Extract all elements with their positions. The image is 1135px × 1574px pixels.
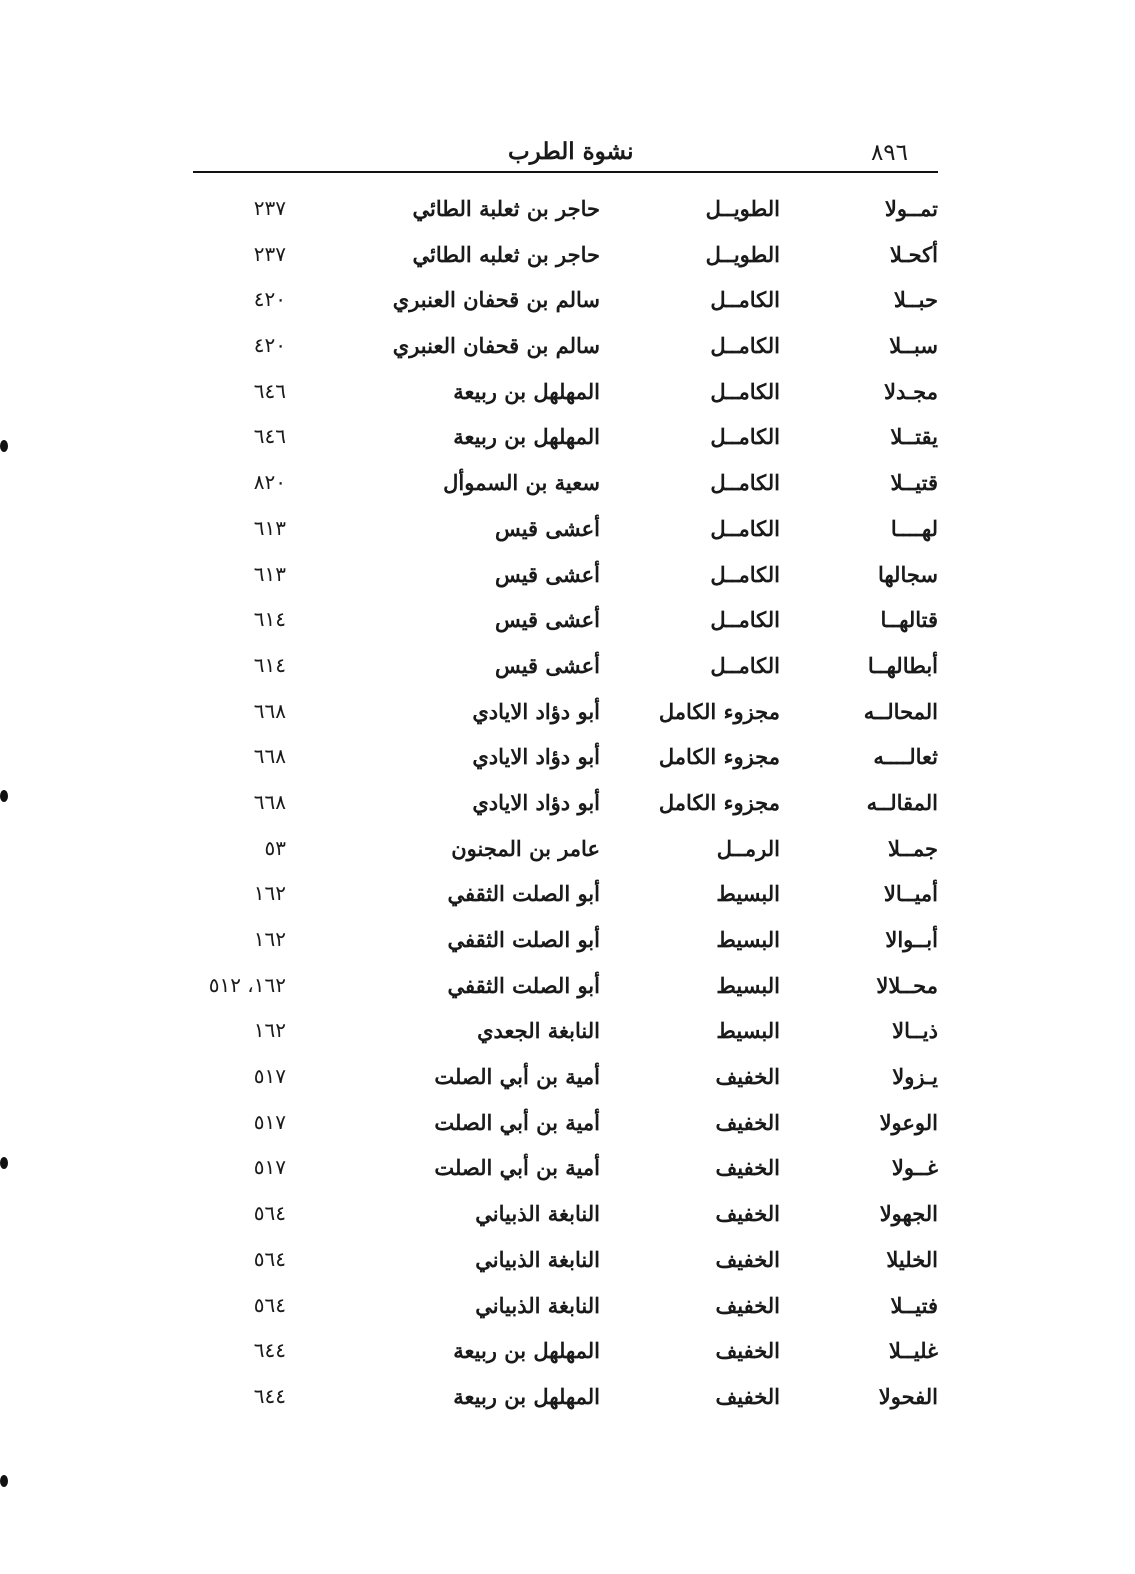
page-ref-cell: ٥١٧ xyxy=(253,1155,286,1180)
page-ref-cell: ١٦٢، ٥١٢ xyxy=(208,972,286,997)
meter-cell: مجزوء الكامل xyxy=(658,698,780,724)
table-row xyxy=(193,325,938,371)
page-ref-cell: ٥٦٤ xyxy=(253,1201,286,1226)
table-row xyxy=(193,1330,938,1376)
table-row xyxy=(193,1239,938,1285)
meter-cell: الخفيف xyxy=(715,1292,780,1318)
meter-cell: البسيط xyxy=(716,927,780,952)
rhyme-cell: سبــلا xyxy=(889,333,938,359)
rhyme-cell: يقتــلا xyxy=(890,424,938,450)
poet-cell: أبو الصلت الثقفي xyxy=(447,972,600,998)
poet-cell: سعية بن السموأل xyxy=(443,470,600,496)
poet-cell: المهلهل بن ربيعة xyxy=(453,1383,600,1409)
meter-cell: مجزوء الكامل xyxy=(658,789,780,815)
rhyme-cell: حبــلا xyxy=(893,287,938,313)
page-ref-cell: ٦٤٤ xyxy=(253,1338,286,1363)
table-row xyxy=(193,279,938,325)
page-ref-cell: ٦١٣ xyxy=(253,561,286,586)
poet-cell: النابغة الذبياني xyxy=(475,1292,600,1318)
page-ref-cell: ٦٦٨ xyxy=(253,744,286,769)
meter-cell: الخفيف xyxy=(715,1155,780,1181)
poet-cell: أمية بن أبي الصلت xyxy=(434,1064,600,1090)
table-row xyxy=(193,416,938,462)
table-row xyxy=(193,188,938,234)
poet-cell: أعشى قيس xyxy=(494,515,600,541)
table-row xyxy=(193,1193,938,1239)
rhyme-cell: غــولا xyxy=(891,1155,938,1181)
page-ref-cell: ٢٣٧ xyxy=(253,196,286,220)
page-ref-cell: ٦٦٨ xyxy=(253,698,286,723)
meter-cell: الرمــل xyxy=(716,835,780,861)
page-ref-cell: ١٦٢ xyxy=(253,1018,286,1043)
poet-cell: المهلهل بن ربيعة xyxy=(453,1338,600,1364)
table-row xyxy=(193,1147,938,1193)
meter-cell: الكامــل xyxy=(710,470,780,496)
rhyme-cell: المقالــه xyxy=(866,789,938,815)
rhyme-cell: سجالها xyxy=(877,561,938,587)
rhyme-cell: يـزولا xyxy=(892,1064,938,1090)
rhyme-cell: الجهولا xyxy=(879,1201,938,1227)
rhyme-cell: قتالهــا xyxy=(880,607,938,633)
table-row xyxy=(193,828,938,874)
meter-cell: الكامــل xyxy=(710,333,780,359)
meter-cell: الخفيف xyxy=(715,1201,780,1227)
table-row xyxy=(193,873,938,919)
page-ref-cell: ٥٦٤ xyxy=(253,1292,286,1317)
table-row xyxy=(193,1056,938,1102)
table-row xyxy=(193,234,938,280)
rhyme-cell: فتيــلا xyxy=(890,1292,938,1318)
meter-cell: الكامــل xyxy=(710,515,780,541)
page-ref-cell: ٦١٤ xyxy=(253,607,286,632)
table-row xyxy=(193,1102,938,1148)
rhyme-cell: ذيــالا xyxy=(892,1018,938,1044)
page-ref-cell: ٤٢٠ xyxy=(253,333,286,358)
page-ref-cell: ٦٤٦ xyxy=(253,378,286,403)
scan-speck xyxy=(0,1157,8,1169)
poet-cell: حاجر بن ثعلبة الطائي xyxy=(412,196,600,221)
poet-cell: أبو الصلت الثقفي xyxy=(447,881,600,907)
poet-cell: النابغة الجعدي xyxy=(477,1018,600,1044)
poet-cell: أمية بن أبي الصلت xyxy=(434,1109,600,1135)
rhyme-cell: الوعولا xyxy=(879,1109,938,1135)
meter-cell: الخفيف xyxy=(715,1383,780,1409)
poet-cell: أبو دؤاد الايادي xyxy=(472,744,600,770)
page-ref-cell: ١٦٢ xyxy=(253,927,286,951)
rhyme-cell: أبــوالا xyxy=(885,927,938,952)
table-row xyxy=(193,1376,938,1422)
meter-cell: الكامــل xyxy=(710,652,780,678)
meter-cell: الكامــل xyxy=(710,378,780,404)
page-ref-cell: ٦٤٦ xyxy=(253,424,286,449)
page-ref-cell: ٥١٧ xyxy=(253,1064,286,1089)
meter-cell: الكامــل xyxy=(710,561,780,587)
meter-cell: البسيط xyxy=(716,1018,780,1044)
page-ref-cell: ٦١٤ xyxy=(253,652,286,677)
rhyme-cell: لهــــا xyxy=(890,515,938,541)
table-row xyxy=(193,371,938,417)
page-ref-cell: ٨٢٠ xyxy=(253,470,286,495)
poet-cell: أعشى قيس xyxy=(494,561,600,587)
rhyme-cell: ثعالــــه xyxy=(873,744,938,770)
page-ref-cell: ٦١٣ xyxy=(253,515,286,540)
rhyme-cell: قتيــلا xyxy=(890,470,938,496)
poet-cell: سالم بن قحفان العنبري xyxy=(392,287,600,313)
poet-cell: النابغة الذبياني xyxy=(475,1246,600,1272)
table-row xyxy=(193,645,938,691)
poet-cell: النابغة الذبياني xyxy=(475,1201,600,1227)
rhyme-cell: أميــالا xyxy=(883,881,938,907)
rhyme-cell: الخليلا xyxy=(886,1246,938,1272)
page-ref-cell: ١٦٢ xyxy=(253,881,286,906)
verse-index-table xyxy=(193,188,938,1422)
poet-cell: أبو دؤاد الايادي xyxy=(472,698,600,724)
table-row xyxy=(193,508,938,554)
header-rule xyxy=(193,171,938,173)
meter-cell: البسيط xyxy=(716,972,780,998)
table-row xyxy=(193,599,938,645)
poet-cell: أمية بن أبي الصلت xyxy=(434,1155,600,1181)
meter-cell: الكامــل xyxy=(710,287,780,313)
page-ref-cell: ٥١٧ xyxy=(253,1109,286,1134)
table-row xyxy=(193,919,938,965)
poet-cell: أبو دؤاد الايادي xyxy=(472,789,600,815)
poet-cell: عامر بن المجنون xyxy=(451,835,600,861)
meter-cell: مجزوء الكامل xyxy=(658,744,780,770)
meter-cell: الكامــل xyxy=(710,424,780,450)
table-row xyxy=(193,736,938,782)
poet-cell: سالم بن قحفان العنبري xyxy=(392,333,600,359)
page-ref-cell: ٢٣٧ xyxy=(253,241,286,266)
page-ref-cell: ٤٢٠ xyxy=(253,287,286,312)
page-header xyxy=(193,136,938,172)
meter-cell: الكامــل xyxy=(710,607,780,633)
rhyme-cell: تمــولا xyxy=(884,196,938,221)
meter-cell: الخفيف xyxy=(715,1246,780,1272)
meter-cell: الخفيف xyxy=(715,1109,780,1135)
poet-cell: المهلهل بن ربيعة xyxy=(453,378,600,404)
meter-cell: الطويــل xyxy=(705,196,780,221)
table-row xyxy=(193,1010,938,1056)
rhyme-cell: الفحولا xyxy=(878,1383,938,1409)
running-title: نشوة الطرب xyxy=(508,138,634,165)
table-row xyxy=(193,782,938,828)
rhyme-cell: أبطالهــا xyxy=(867,652,938,678)
scan-speck xyxy=(0,790,8,802)
page-ref-cell: ٥٦٤ xyxy=(253,1246,286,1271)
page-ref-cell: ٥٣ xyxy=(264,835,286,860)
meter-cell: الطويــل xyxy=(705,241,780,267)
scan-speck xyxy=(0,440,8,452)
meter-cell: الخفيف xyxy=(715,1338,780,1364)
poet-cell: أبو الصلت الثقفي xyxy=(447,927,600,952)
page-ref-cell: ٦٦٨ xyxy=(253,789,286,814)
page-number: ٨٩٦ xyxy=(870,140,908,166)
poet-cell: أعشى قيس xyxy=(494,652,600,678)
rhyme-cell: مجـدلا xyxy=(884,378,938,404)
rhyme-cell: محــلالا xyxy=(876,972,938,998)
poet-cell: حاجر بن ثعلبه الطائي xyxy=(412,241,600,267)
table-row xyxy=(193,1285,938,1331)
rhyme-cell: جمــلا xyxy=(888,835,938,861)
table-row xyxy=(193,462,938,508)
table-row xyxy=(193,691,938,737)
poet-cell: المهلهل بن ربيعة xyxy=(453,424,600,450)
poet-cell: أعشى قيس xyxy=(494,607,600,633)
table-row xyxy=(193,554,938,600)
meter-cell: البسيط xyxy=(716,881,780,907)
rhyme-cell: غليــلا xyxy=(888,1338,938,1364)
table-row xyxy=(193,965,938,1011)
meter-cell: الخفيف xyxy=(715,1064,780,1090)
rhyme-cell: المحالــه xyxy=(863,698,938,724)
page-ref-cell: ٦٤٤ xyxy=(253,1383,286,1408)
scan-speck xyxy=(0,1475,8,1487)
rhyme-cell: أكحـلا xyxy=(889,241,938,267)
